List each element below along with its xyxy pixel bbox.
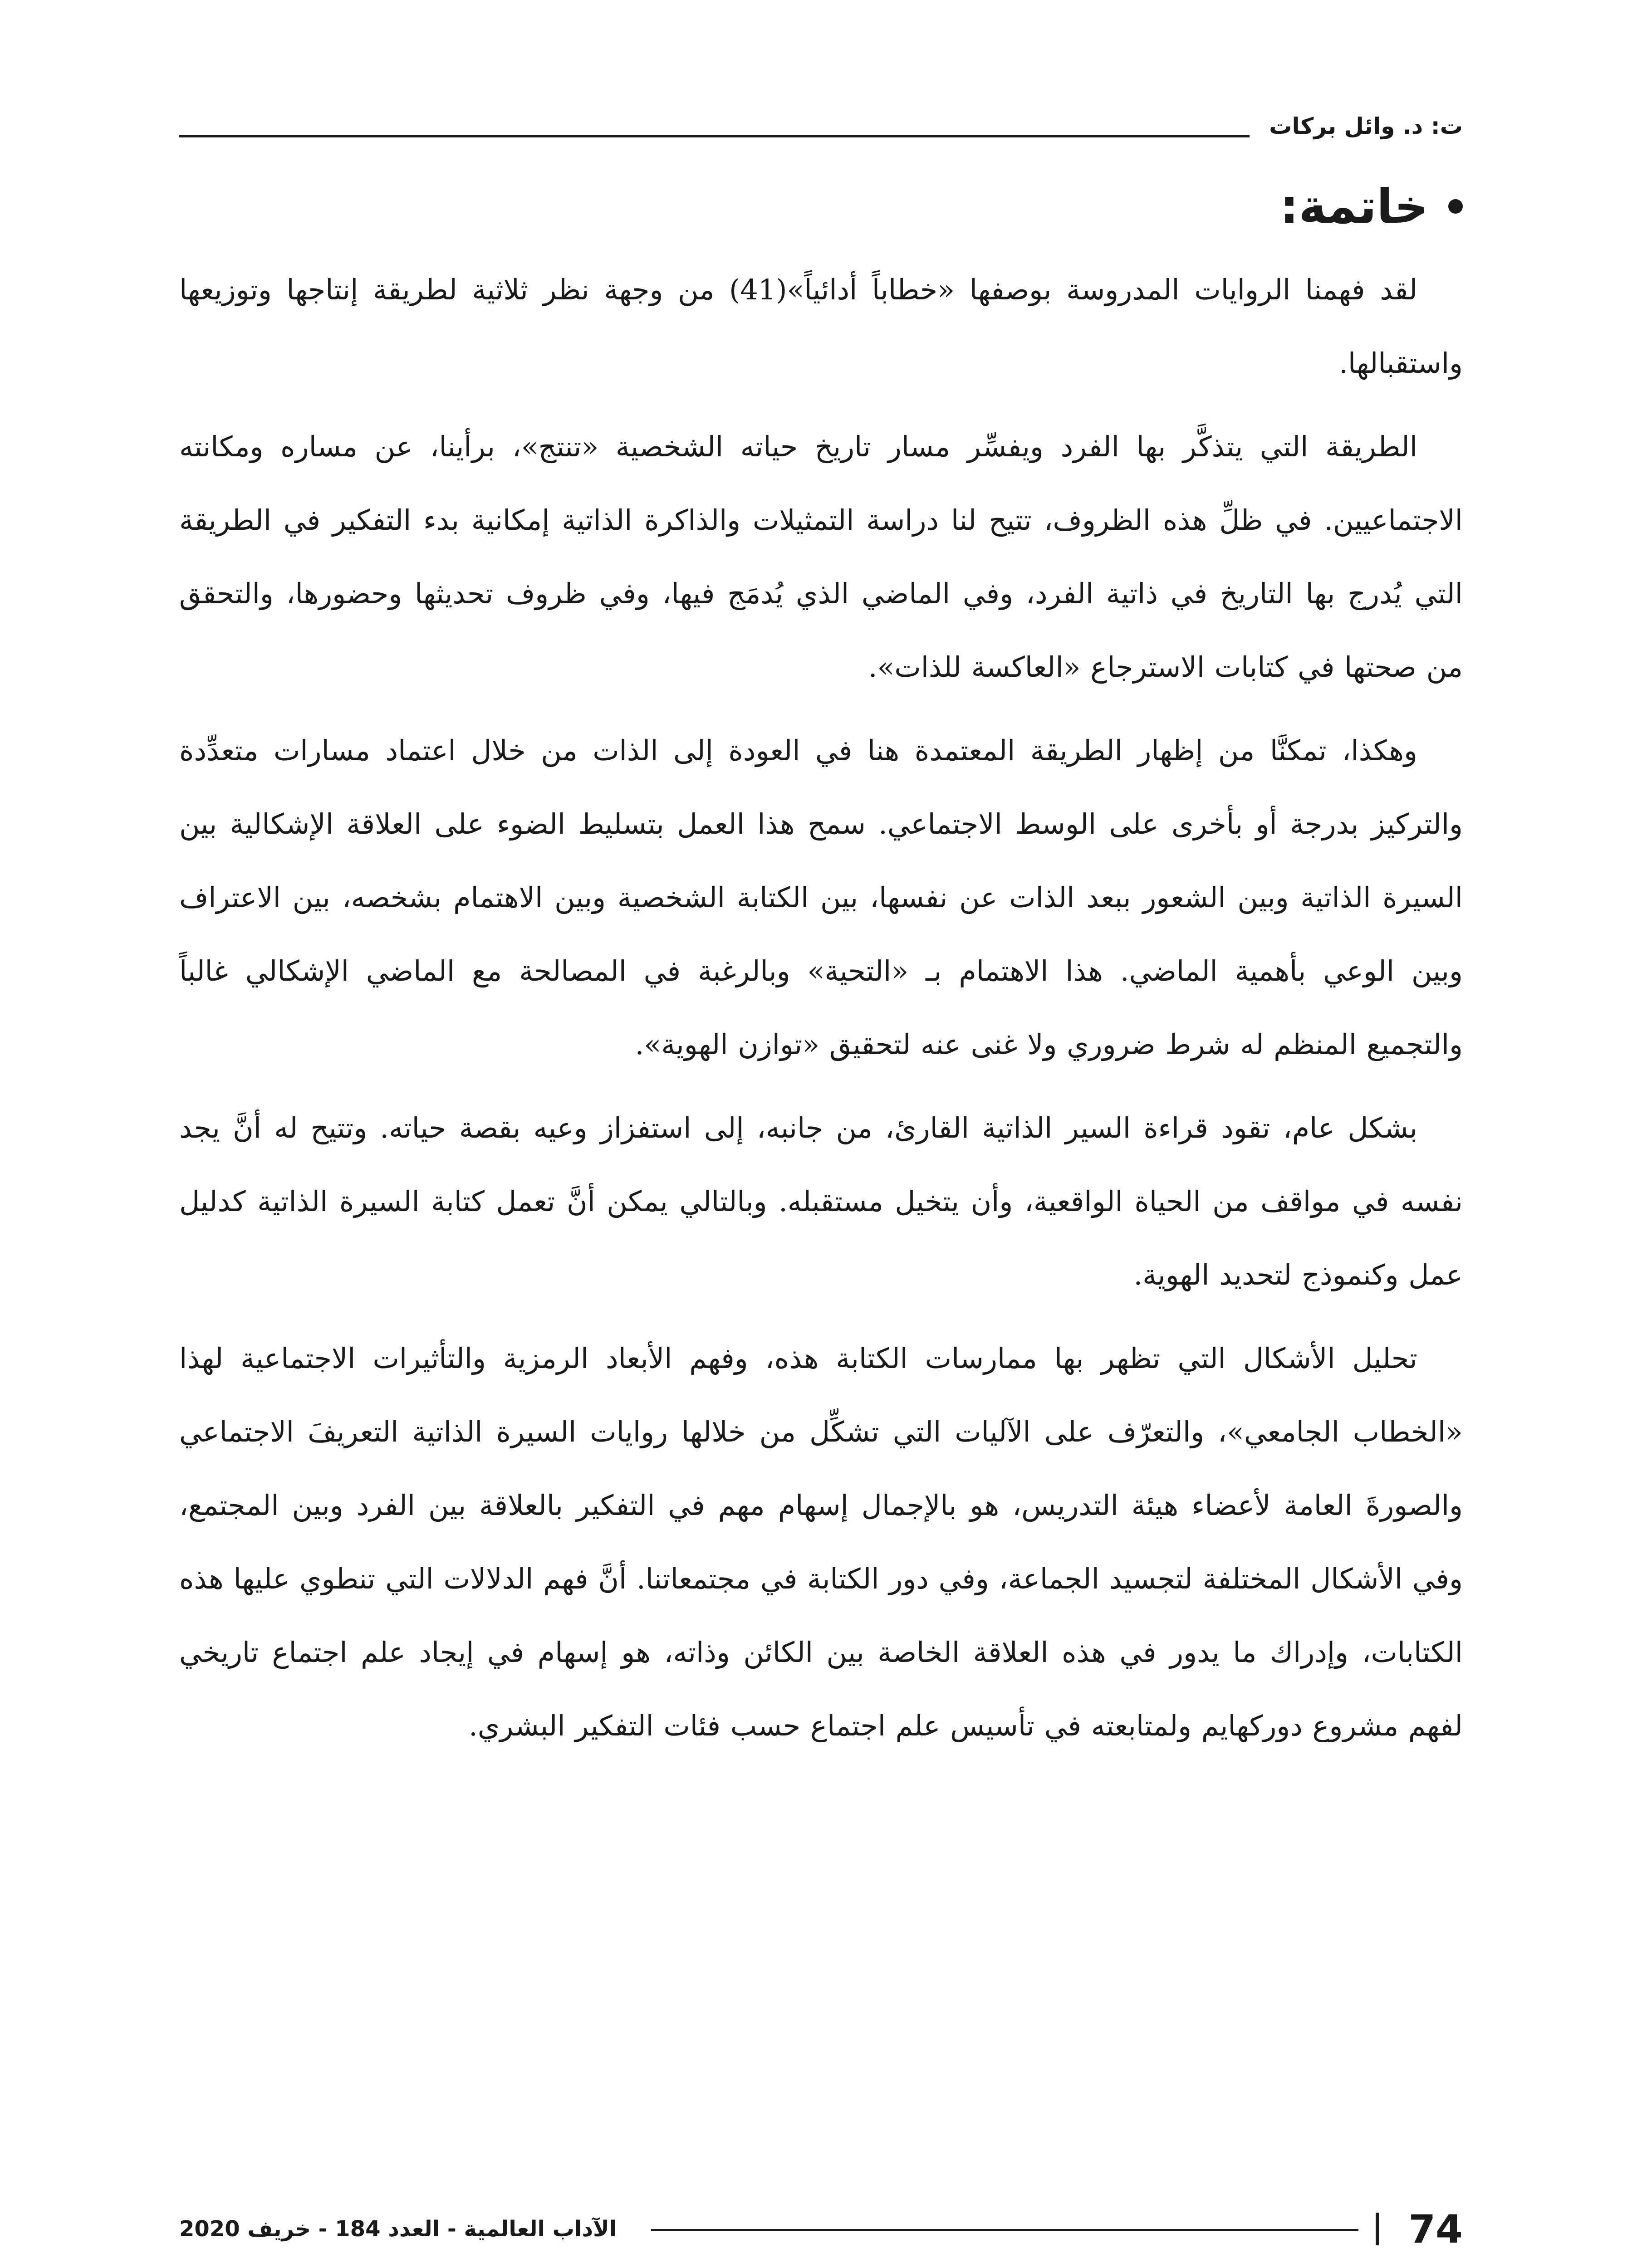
header-rule (179, 135, 1250, 137)
footer-separator (1376, 2213, 1379, 2245)
paragraph-3: وهكذا، تمكنَّا من إظهار الطريقة المعتمدة هنا في العودة إلى الذات من خلال اعتماد مسارات متعدِّدة والتركيز بدرجة أو بأخرى على الوسط الاجتماعي. سمح هذا العمل بتسليط الضوء على العلاقة الإشكالية بين السيرة الذاتية وبين الشعور ببعد الذات عن نفسها، بين الكتابة الشخصية وبين الاهتمام بشخصه، بين الاعتراف وبين الوعي بأهمية الماضي. هذا الاهتمام بـ «التحية» وبالرغبة في المصالحة مع الماضي الإشكالي غالباً والتجميع المنظم له شرط ضروري ولا غنى عنه لتحقيق «توازن الهوية». (179, 734, 1463, 1061)
paragraph-2: الطريقة التي يتذكَّر بها الفرد ويفسِّر مسار تاريخ حياته الشخصية «تنتج»، برأينا، عن مساره ومكانته الاجتماعيين. في ظلِّ هذه الظروف، تتيح لنا دراسة التمثيلات والذاكرة الذاتية إمكانية بدء التفكير في الطريقة التي يُدرج بها التاريخ في ذاتية الفرد، وفي الماضي الذي يُدمَج فيها، وفي ظروف تحديثها وحضورها، والتحقق من صحتها في كتابات الاسترجاع «العاكسة للذات». (179, 430, 1463, 684)
page-footer (179, 2204, 1463, 2254)
page-body (179, 172, 1463, 1773)
section-title: خاتمة: (1279, 179, 1428, 234)
page-header (179, 103, 1463, 153)
bullet-icon (1448, 199, 1463, 214)
paragraph-4: بشكل عام، تقود قراءة السير الذاتية القارئ، من جانبه، إلى استفزاز وعيه بقصة حياته. وتتيح له أنَّ يجد نفسه في مواقف من الحياة الواقعية، وأن يتخيل مستقبله. وبالتالي يمكن أنَّ تعمل كتابة السيرة الذاتية كدليل عمل وكنموذج لتحديد الهوية. (179, 1111, 1463, 1291)
journal-info: الآداب العالمية - العدد 184 - خريف 2020 (179, 2216, 617, 2242)
section-heading (179, 172, 1463, 240)
header-author: ت: د. وائل بركات (1269, 113, 1463, 139)
page-number: 74 (1408, 2207, 1463, 2252)
paragraph-5: تحليل الأشكال التي تظهر بها ممارسات الكتابة هذه، وفهم الأبعاد الرمزية والتأثيرات الاجتماعية لهذا «الخطاب الجامعي»، والتعرّف على الآليات التي تشكِّل من خلالها روايات السيرة الذاتية التعريفَ الاجتماعي والصورةَ العامة لأعضاء هيئة التدريس، هو بالإجمال إسهام مهم في التفكير بالعلاقة بين الفرد وبين المجتمع، وفي الأشكال المختلفة لتجسيد الجماعة، وفي دور الكتابة في مجتمعاتنا. أنَّ فهم الدلالات التي تنطوي عليها هذه الكتابات، وإدراك ما يدور في هذه العلاقة الخاصة بين الكائن وذاته، هو إسهام في إيجاد علم اجتماع تاريخي لفهم مشروع دوركهايم ولمتابعته في تأسيس علم اجتماع حسب فئات التفكير البشري. (179, 1342, 1463, 1742)
paragraph-1: لقد فهمنا الروايات المدروسة بوصفها «خطاباً أدائياً»(41) من وجهة نظر ثلاثية لطريقة إنتاجها وتوزيعها واستقبالها. (179, 273, 1463, 380)
footer-rule (651, 2229, 1358, 2231)
